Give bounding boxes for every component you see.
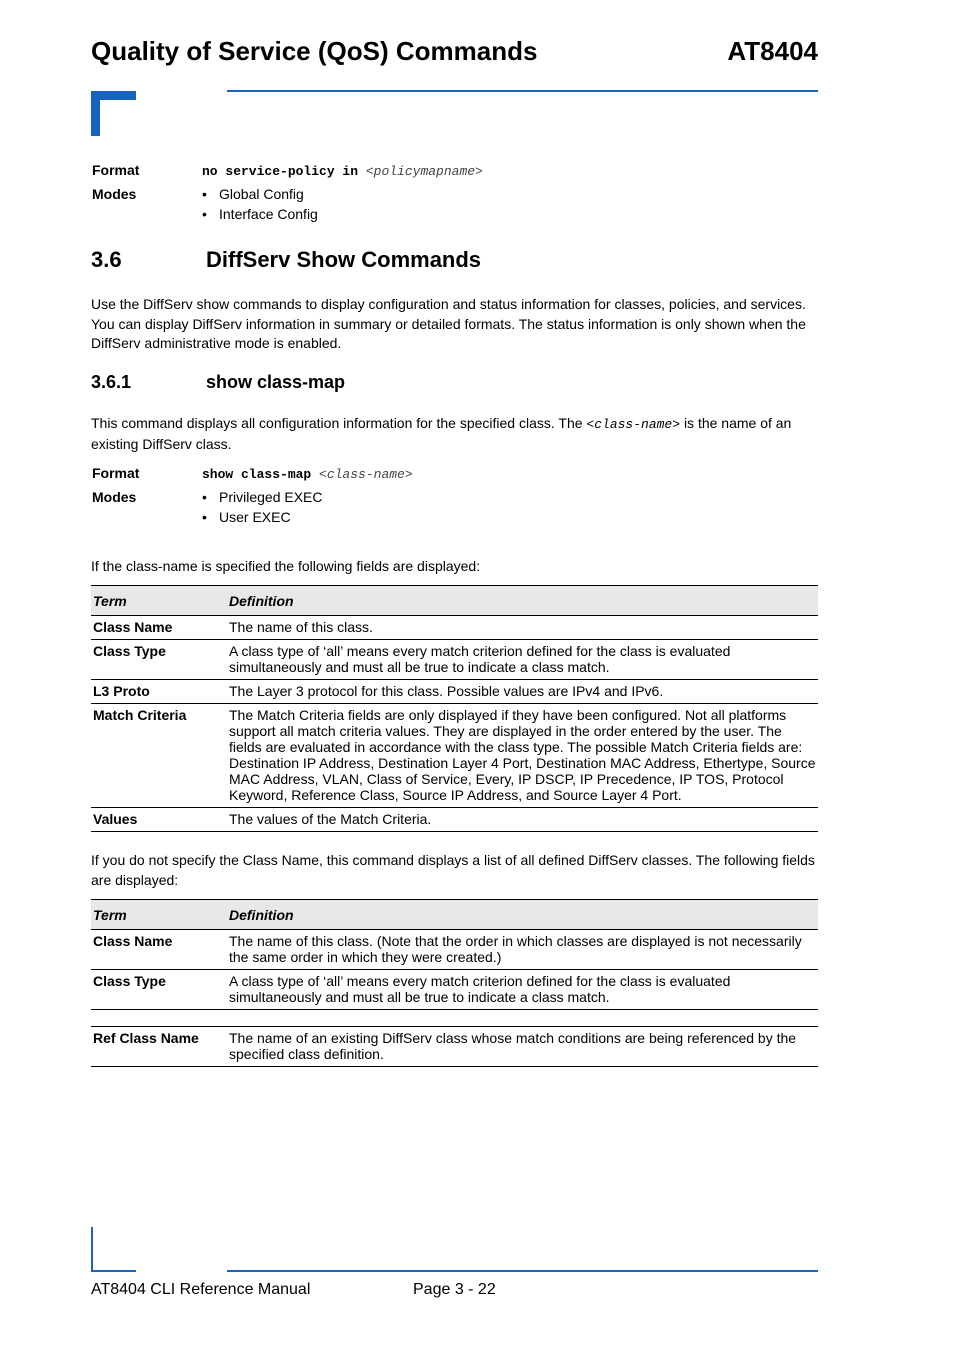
section-intro: Use the DiffServ show commands to display configuration and status information for classes, policies, and services. You can display DiffServ information in summary or detailed formats. The status information is only shown when the DiffServ administrative mode is enabled.	[91, 296, 806, 351]
definition-cell: The name of this class.	[227, 616, 818, 640]
mode-item: • Interface Config	[202, 206, 318, 222]
format-label: Format	[92, 465, 140, 481]
corner-mark-bottom	[91, 1227, 93, 1272]
table-row	[91, 1027, 818, 1067]
term-cell: Values	[91, 808, 227, 832]
definition-table-2	[91, 899, 818, 1067]
term-cell: L3 Proto	[91, 680, 227, 704]
term-cell: Match Criteria	[91, 704, 227, 808]
term-cell: Ref Class Name	[91, 1027, 227, 1067]
column-header-definition: Definition	[227, 900, 818, 930]
definition-cell: The name of this class. (Note that the order in which classes are displayed is not necessarily the same order in which they were created.)	[227, 930, 818, 970]
footer-page-number: Page 3 - 22	[413, 1281, 496, 1298]
definition-cell: The Layer 3 protocol for this class. Possible values are IPv4 and IPv6.	[227, 680, 818, 704]
table-spacer-row	[91, 1010, 818, 1027]
subsection-title: show class-map	[206, 372, 346, 392]
definition-cell: A class type of ‘all’ means every match criterion defined for the class is evaluated simultaneously and must all be true to indicate a class match.	[227, 970, 818, 1010]
table-row	[91, 808, 818, 832]
mode-item: • Global Config	[202, 186, 304, 202]
description-text: This command displays all configuration information for the specified class. The	[91, 415, 583, 431]
definition-cell: The name of an existing DiffServ class whose match conditions are being referenced by the specified class definition.	[227, 1027, 818, 1067]
definition-cell: The values of the Match Criteria.	[227, 808, 818, 832]
table-row	[91, 970, 818, 1010]
footer-manual-title: AT8404 CLI Reference Manual	[91, 1281, 311, 1298]
column-header-term: Term	[91, 586, 227, 616]
format-command	[202, 467, 413, 482]
table1-intro: If the class-name is specified the following fields are displayed:	[91, 558, 481, 574]
format-command-arg: <class-name>	[319, 467, 413, 482]
section-heading	[91, 247, 481, 273]
format-label: Format	[92, 162, 140, 178]
footer-rule	[227, 1270, 818, 1272]
format-command-name: show class-map	[202, 467, 312, 482]
table-row	[91, 930, 818, 970]
modes-label: Modes	[92, 186, 137, 202]
table-header-row	[91, 586, 818, 616]
section-number: 3.6	[91, 247, 122, 272]
subsection-heading	[91, 372, 345, 393]
mode-item: • Privileged EXEC	[202, 489, 323, 505]
term-cell: Class Name	[91, 930, 227, 970]
table-row	[91, 640, 818, 680]
format-command	[202, 164, 483, 179]
table-header-row	[91, 900, 818, 930]
page-header-title: Quality of Service (QoS) Commands	[91, 36, 538, 66]
definition-cell: A class type of ‘all’ means every match criterion defined for the class is evaluated simultaneously and must all be true to indicate a class match.	[227, 640, 818, 680]
format-command-name: no service-policy in	[202, 164, 359, 179]
section-title: DiffServ Show Commands	[206, 247, 482, 272]
definition-table-1	[91, 585, 818, 832]
table-row	[91, 704, 818, 808]
term-cell: Class Type	[91, 970, 227, 1010]
mode-item: • User EXEC	[202, 509, 291, 525]
term-cell: Class Name	[91, 616, 227, 640]
page-header-product: AT8404	[727, 36, 818, 66]
term-cell: Class Type	[91, 640, 227, 680]
format-command-arg: <policymapname>	[365, 164, 483, 179]
corner-mark-bottom-horizontal	[91, 1270, 136, 1272]
corner-mark-top-horizontal	[91, 91, 136, 100]
definition-cell: The Match Criteria fields are only displayed if they have been configured. Not all platforms support all match criteria values. They are displayed in the order entered by the user. The fields are evaluated in accordance with the class type. The possible Match Criteria fields are: Destination IP Address, Destination Layer 4 Port, Destination MAC Address, Ethertype, Source MAC Address, VLAN, Class of Service, Every, IP DSCP, IP Precedence, IP TOS, Protocol Keyword, Reference Class, Source IP Address, and Source Layer 4 Port.	[227, 704, 818, 808]
subsection-number: 3.6.1	[91, 372, 132, 392]
table2-intro: If you do not specify the Class Name, this command displays a list of all defined DiffServ classes. The following fields are displayed:	[91, 852, 815, 888]
subsection-description	[91, 414, 818, 454]
table-row	[91, 616, 818, 640]
description-text-end: is the name of an existing DiffServ class.	[91, 415, 792, 452]
column-header-term: Term	[91, 900, 227, 930]
column-header-definition: Definition	[227, 586, 818, 616]
header-rule	[227, 90, 818, 92]
description-arg: <class-name>	[586, 417, 681, 432]
modes-label: Modes	[92, 489, 137, 505]
table-row	[91, 680, 818, 704]
